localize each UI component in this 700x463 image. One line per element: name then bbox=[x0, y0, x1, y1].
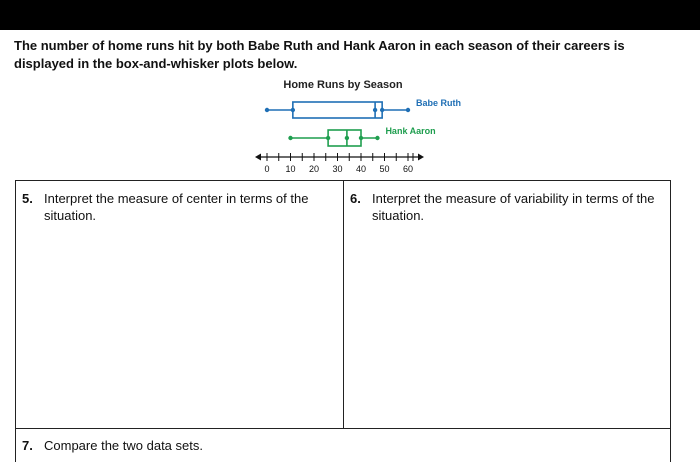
axis-arrow-left-icon bbox=[255, 154, 261, 161]
axis-tick-label: 20 bbox=[308, 164, 320, 174]
axis-tick-label: 10 bbox=[285, 164, 296, 174]
axis-tick-label: 40 bbox=[355, 164, 367, 174]
hank-aaron-label: Hank Aaron bbox=[385, 126, 436, 136]
axis-tick-label: 0 bbox=[264, 164, 270, 174]
question-cell-7[interactable] bbox=[16, 429, 670, 463]
hank-aaron-point bbox=[375, 136, 379, 140]
hank-aaron-point bbox=[345, 136, 349, 140]
plot-title: Home Runs by Season bbox=[283, 79, 403, 91]
plot-layer bbox=[255, 98, 461, 174]
question-7-text: Compare the two data sets. bbox=[44, 438, 203, 453]
babe-ruth-point bbox=[291, 108, 295, 112]
axis-tick-label: 50 bbox=[379, 164, 390, 174]
question-5-number: 5. bbox=[22, 191, 33, 206]
question-grid bbox=[15, 180, 671, 462]
question-6-text: Interpret the measure of variability in terms of the situation. bbox=[372, 191, 655, 223]
question-cell-5[interactable] bbox=[16, 181, 344, 429]
question-5 bbox=[22, 190, 333, 224]
babe-ruth-label: Babe Ruth bbox=[416, 98, 461, 108]
intro-text: The number of home runs hit by both Babe Ruth and Hank Aaron in each season of their careers is displayed in the box-and-whisker plots below. bbox=[14, 38, 625, 71]
question-6-number: 6. bbox=[350, 191, 361, 206]
babe-ruth-point bbox=[373, 108, 377, 112]
question-7-number: 7. bbox=[22, 438, 33, 453]
axis-tick-label: 30 bbox=[332, 164, 343, 174]
question-6 bbox=[350, 190, 662, 224]
babe-ruth-point bbox=[380, 108, 384, 112]
hank-aaron-point bbox=[326, 136, 330, 140]
question-cell-6[interactable] bbox=[344, 181, 670, 429]
babe-ruth-point bbox=[265, 108, 269, 112]
babe-ruth-point bbox=[406, 108, 410, 112]
hank-aaron-point bbox=[288, 136, 292, 140]
babe-ruth-box bbox=[293, 102, 382, 118]
hank-aaron-point bbox=[359, 136, 363, 140]
axis-arrow-right-icon bbox=[418, 154, 424, 161]
hank-aaron-box bbox=[328, 130, 361, 146]
box-plot-chart bbox=[0, 0, 700, 180]
question-5-text: Interpret the measure of center in terms of the situation. bbox=[44, 191, 309, 223]
question-7 bbox=[22, 437, 660, 454]
axis-tick-label: 60 bbox=[402, 164, 414, 174]
